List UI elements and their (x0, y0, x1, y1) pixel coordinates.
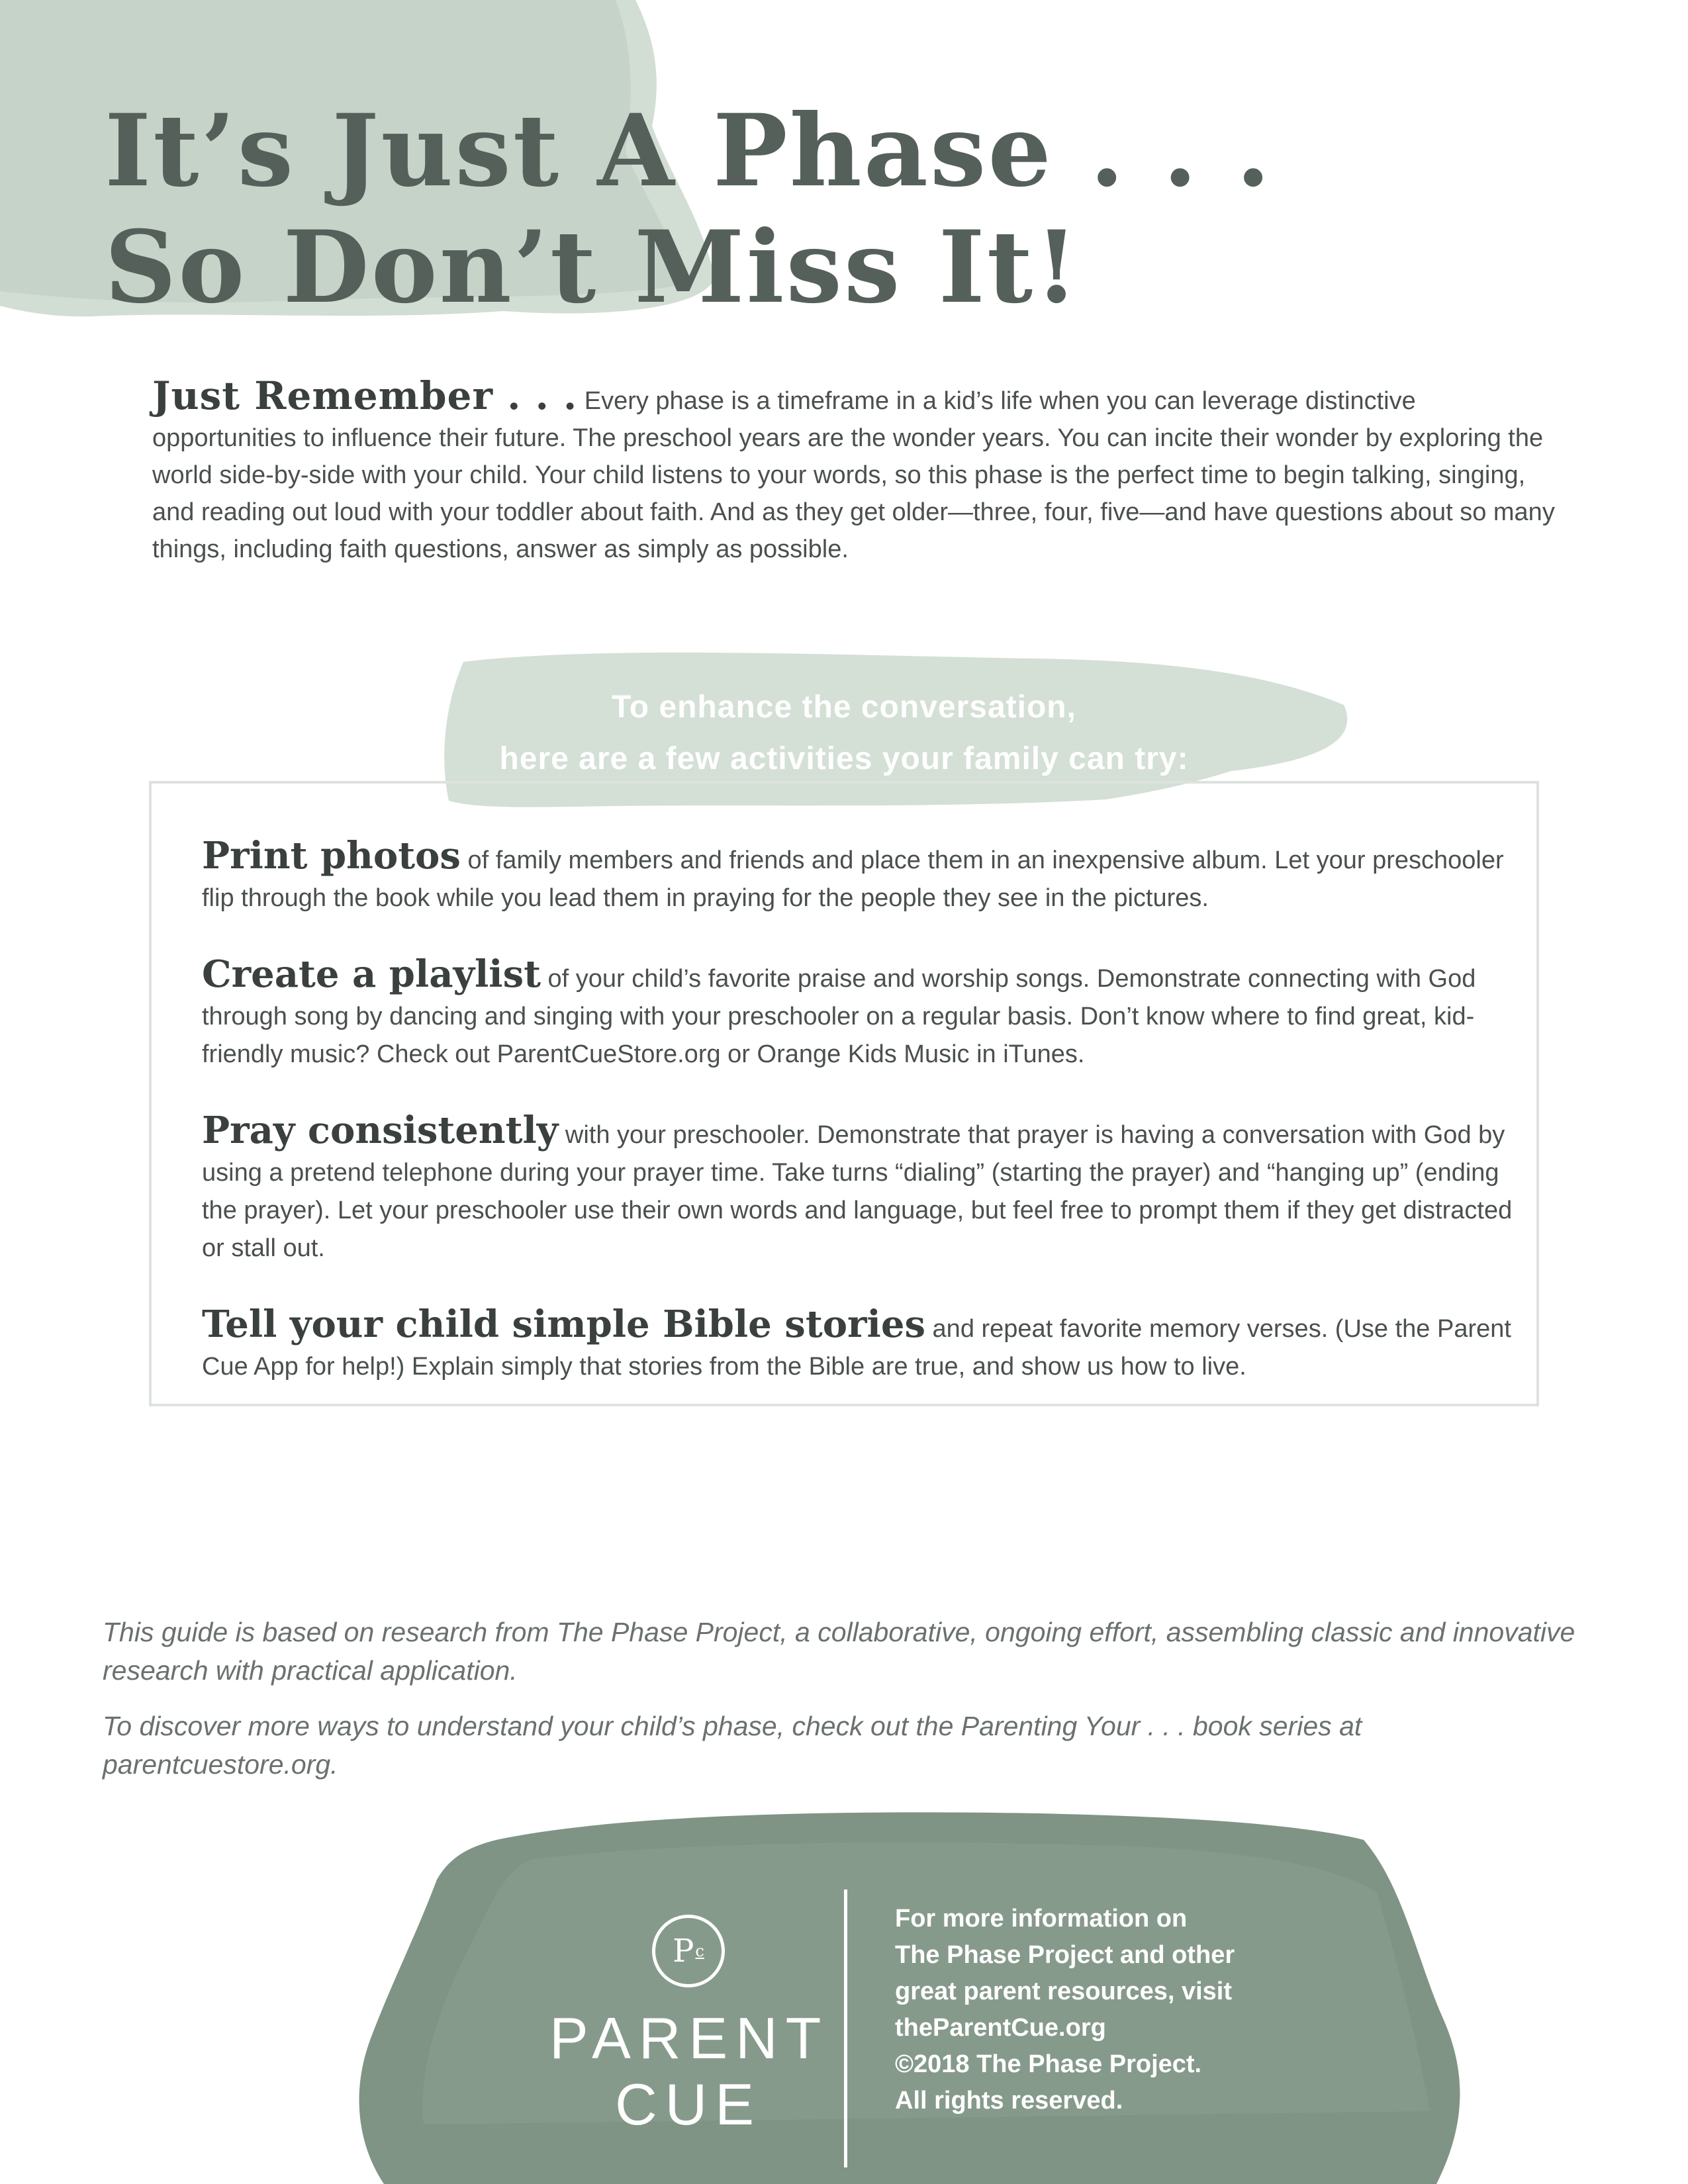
activity-item-pray (202, 1109, 1513, 1267)
activities-banner (0, 682, 1688, 785)
activity-text: of family members and friends and place them in an inexpensive album. Let your preschooler flip through the book while you lead them in praying for the people they see in the pictures. (202, 846, 1504, 912)
activity-item-playlist (202, 952, 1513, 1073)
activity-lead: Print photos (202, 834, 461, 878)
activity-text: with your preschooler. Demonstrate that prayer is having a conversation with God by using a pretend telephone during your prayer time. Take turns “dialing” (starting the prayer) and “hanging up” (ending the prayer). Let your preschooler use their own words and language, but feel free to prompt them if they get distracted or stall out. (202, 1121, 1513, 1262)
brand-wordmark (549, 2005, 827, 2138)
intro-paragraph (152, 373, 1556, 568)
footer-link[interactable]: theParentCue.org (895, 2014, 1106, 2042)
footer-info-line: For more information on (895, 1905, 1188, 1933)
brand-line-2: CUE (615, 2071, 762, 2137)
banner-line-2: here are a few activities your family can try: (499, 741, 1189, 776)
intro-lead: Just Remember . . . (152, 373, 578, 418)
logo-mark-letter: P (673, 1933, 694, 1970)
copyright: ©2018 The Phase Project. (895, 2050, 1202, 2078)
activity-item-bible-stories (202, 1302, 1513, 1386)
footnote-books: To discover more ways to understand your child’s phase, check out the Parenting Your . . . book series at parentcuestore.org. (103, 1711, 1362, 1780)
activity-text: of your child’s favorite praise and worship songs. Demonstrate connecting with God through song by dancing and singing with your preschooler on a regular basis. Don’t know where to find great, kid-friendly music? Check out ParentCueStore.org or Orange Kids Music in iTunes. (202, 965, 1476, 1068)
footer-divider (844, 1889, 847, 2167)
intro-text: Every phase is a timeframe in a kid’s life when you can leverage distinctive opportunities to influence their future. The preschool years are the wonder years. You can incite their wonder by exploring the world side-by-side with your child. Your child listens to your words, so this phase is the perfect time to begin talking, singing, and reading out loud with your toddler about faith. And as they get older—three, four, five—and have questions about so many things, including faith questions, answer as simply as possible. (152, 387, 1555, 563)
rights-reserved: All rights reserved. (895, 2087, 1123, 2115)
logo-mark-sup: c (695, 1942, 704, 1960)
title-line-2: So Don’t Miss It! (105, 209, 1080, 326)
activity-lead: Pray consistently (202, 1109, 559, 1152)
page-title (105, 93, 1272, 326)
activity-lead: Create a playlist (202, 952, 541, 996)
activity-text: and repeat favorite memory verses. (Use the Parent Cue App for help!) Explain simply that stories from the Bible are true, and show us how to live. (202, 1315, 1511, 1381)
footer-info-line: great parent resources, visit (895, 1978, 1232, 2005)
footnotes (103, 1613, 1592, 1801)
activity-lead: Tell your child simple Bible stories (202, 1302, 925, 1346)
footer-info-line: The Phase Project and other (895, 1941, 1235, 1969)
activities-list (202, 834, 1513, 1424)
activity-item-print-photos (202, 834, 1513, 917)
parent-cue-logo-icon (652, 1915, 725, 1987)
footnote-research: This guide is based on research from The Phase Project, a collaborative, ongoing effort, assembling classic and innovative research with practical application. (103, 1617, 1575, 1686)
banner-line-1: To enhance the conversation, (612, 690, 1076, 725)
brand-line-1: PARENT (549, 2005, 829, 2071)
title-line-1: It’s Just A Phase . . . (105, 93, 1273, 209)
footer-info (895, 1901, 1372, 2119)
